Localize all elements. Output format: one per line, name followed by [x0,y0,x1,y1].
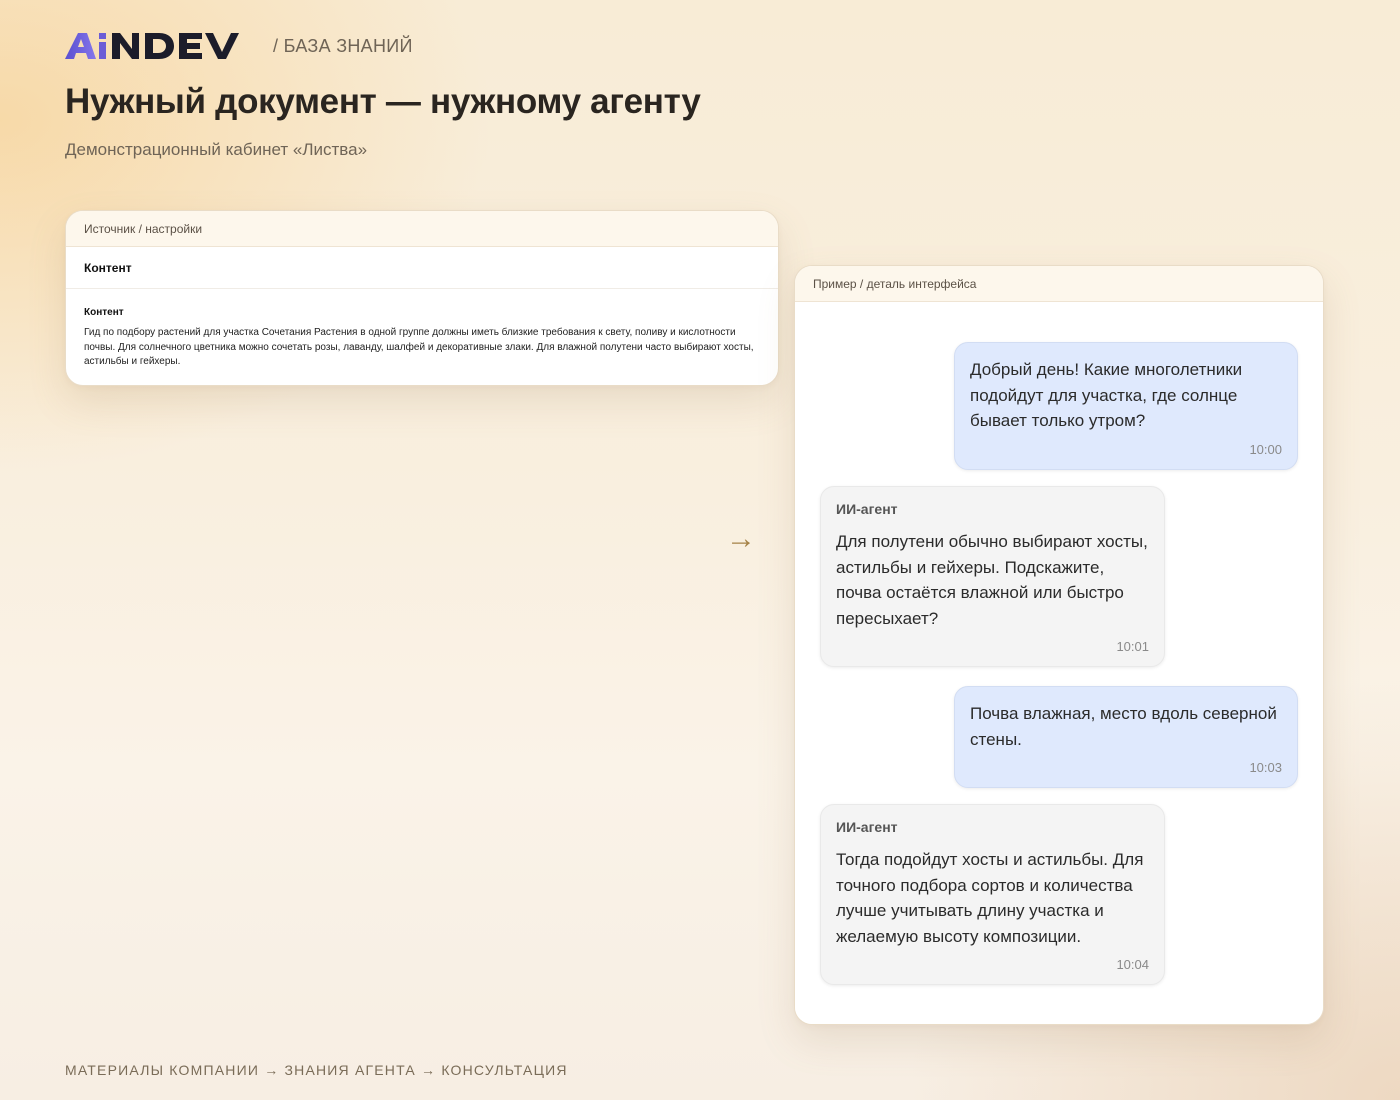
message-time: 10:04 [1116,957,1149,972]
page-title: Нужный документ — нужному агенту [65,82,701,121]
source-card [65,210,779,386]
message-time: 10:03 [1249,760,1282,775]
source-card-header: Источник / настройки [66,211,778,247]
message-author: ИИ-агент [836,501,898,517]
message-text: Для полутени обычно выбирают хосты, астильбы и гейхеры. Подскажите, почва остаётся влажной или быстро пересыхает? [836,532,1148,628]
message-text: Почва влажная, место вдоль северной стены. [970,704,1277,749]
message-author: ИИ-агент [836,819,898,835]
user-message [954,342,1298,470]
user-message [954,686,1298,788]
agent-message [820,486,1165,667]
breadcrumb[interactable]: / БАЗА ЗНАНИЙ [273,35,413,56]
source-field-label: Контент [84,307,124,318]
flow-footer: МАТЕРИАЛЫ КОМПАНИИ → ЗНАНИЯ АГЕНТА → КОНСУЛЬТАЦИЯ [65,1062,568,1078]
chat-card [794,265,1324,1025]
agent-message [820,804,1165,985]
message-time: 10:01 [1116,639,1149,654]
flow-arrow-icon: → [726,522,756,555]
message-time: 10:00 [1249,441,1282,457]
message-text: Тогда подойдут хосты и астильбы. Для точного подбора сортов и количества лучше учитывать длину участка и желаемую высоту композиции. [836,850,1144,946]
source-field-text[interactable]: Гид по подбору растений для участка Сочетания Растения в одной группе должны иметь близкие требования к свету, поливу и кислотности почвы. Для солнечного цветника можно сочетать розы, лаванду, шалфей и декоративные злаки. Для влажной полутени часто выбирают хосты, астильбы и гейхеры. [84,327,754,367]
chat-card-header: Пример / деталь интерфейса [795,266,1323,302]
aindev-logo[interactable] [65,30,251,60]
source-section-title: Контент [66,247,778,289]
brand-header [65,30,413,60]
message-text: Добрый день! Какие многолетники подойдут для участка, где солнце бывает только утром? [970,360,1243,430]
page-subtitle: Демонстрационный кабинет «Листва» [65,140,368,159]
chat-thread[interactable] [795,302,1323,1024]
source-content-field[interactable] [66,289,778,370]
